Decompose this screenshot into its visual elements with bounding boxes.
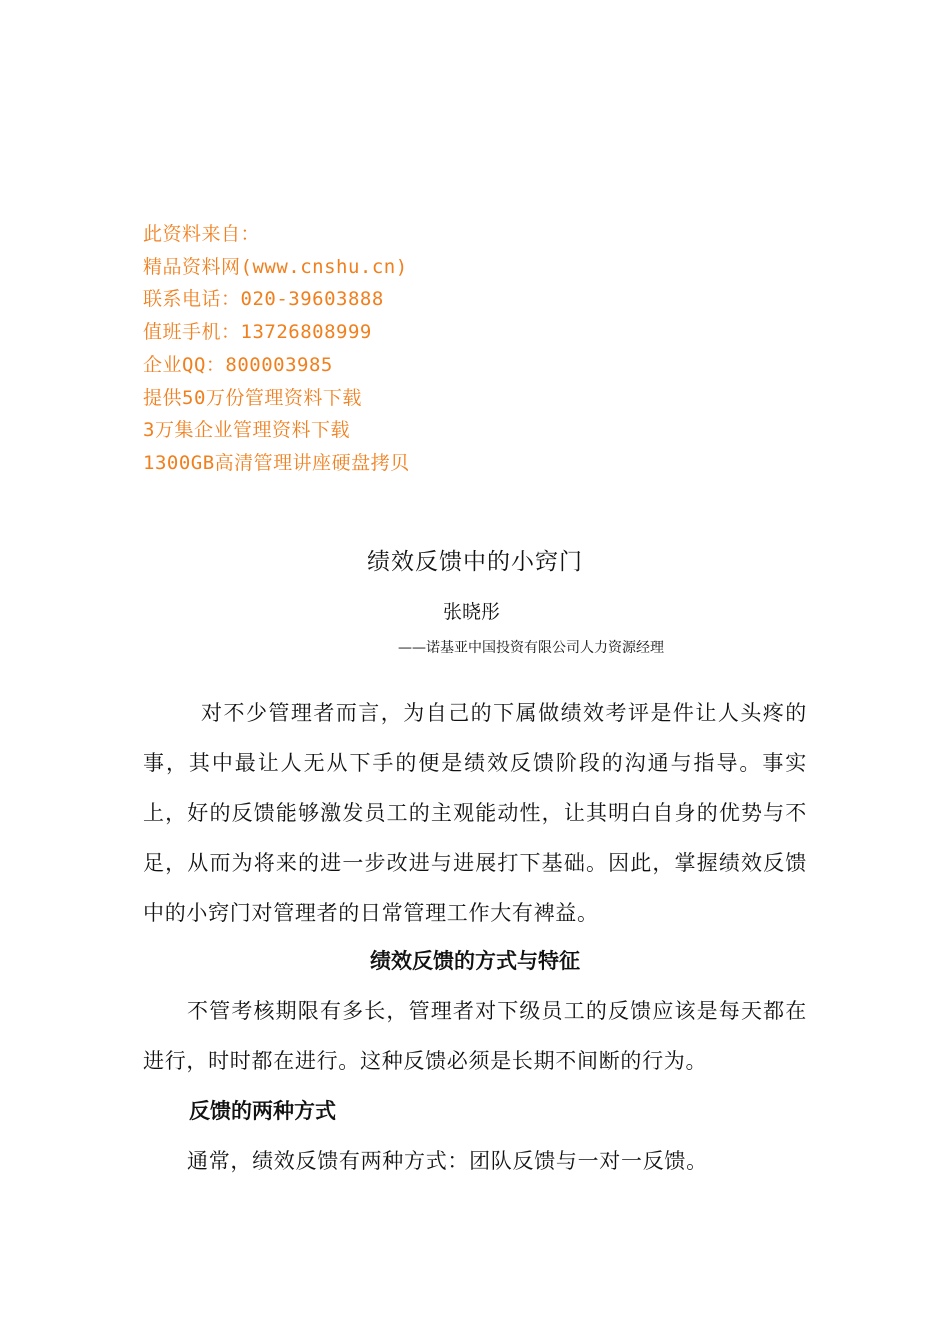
- harddisk-offer-line: 1300GB高清管理讲座硬盘拷贝: [143, 451, 410, 474]
- download-offer-line: 提供50万份管理资料下载: [143, 386, 362, 409]
- article-author: 张晓彤: [443, 601, 501, 623]
- mobile-line: 值班手机：13726808999: [143, 321, 372, 344]
- section-paragraph: 不管考核期限有多长，管理者对下级员工的反馈应该是每天都在进行，时时都在进行。这种反馈必须是长期不间断的行为。: [143, 999, 807, 1073]
- website-line: 精品资料网(www.cnshu.cn): [143, 255, 408, 278]
- video-offer-line: 3万集企业管理资料下载: [143, 419, 350, 442]
- subsection-paragraph: 通常，绩效反馈有两种方式：团队反馈与一对一反馈。: [187, 1149, 708, 1173]
- article-title: 绩效反馈中的小窍门: [367, 549, 583, 575]
- section-heading: 绩效反馈的方式与特征: [370, 948, 580, 973]
- subsection-heading: 反馈的两种方式: [189, 1098, 336, 1123]
- source-line: 此资料来自：: [143, 223, 261, 245]
- author-affiliation: ——诺基亚中国投资有限公司人力资源经理: [398, 640, 664, 656]
- intro-paragraph: 对不少管理者而言，为自己的下属做绩效考评是件让人头疼的事，其中最让人无从下手的便是绩效反馈阶段的沟通与指导。事实上，好的反馈能够激发员工的主观能动性，让其明白自身的优势与不足，从而为将来的进一步改进与进展打下基础。因此，掌握绩效反馈中的小窍门对管理者的日常管理工作大有裨益。: [143, 701, 807, 925]
- source-info-block: [143, 218, 743, 480]
- qq-line: 企业QQ：800003985: [143, 353, 333, 376]
- phone-line: 联系电话：020-39603888: [143, 288, 384, 311]
